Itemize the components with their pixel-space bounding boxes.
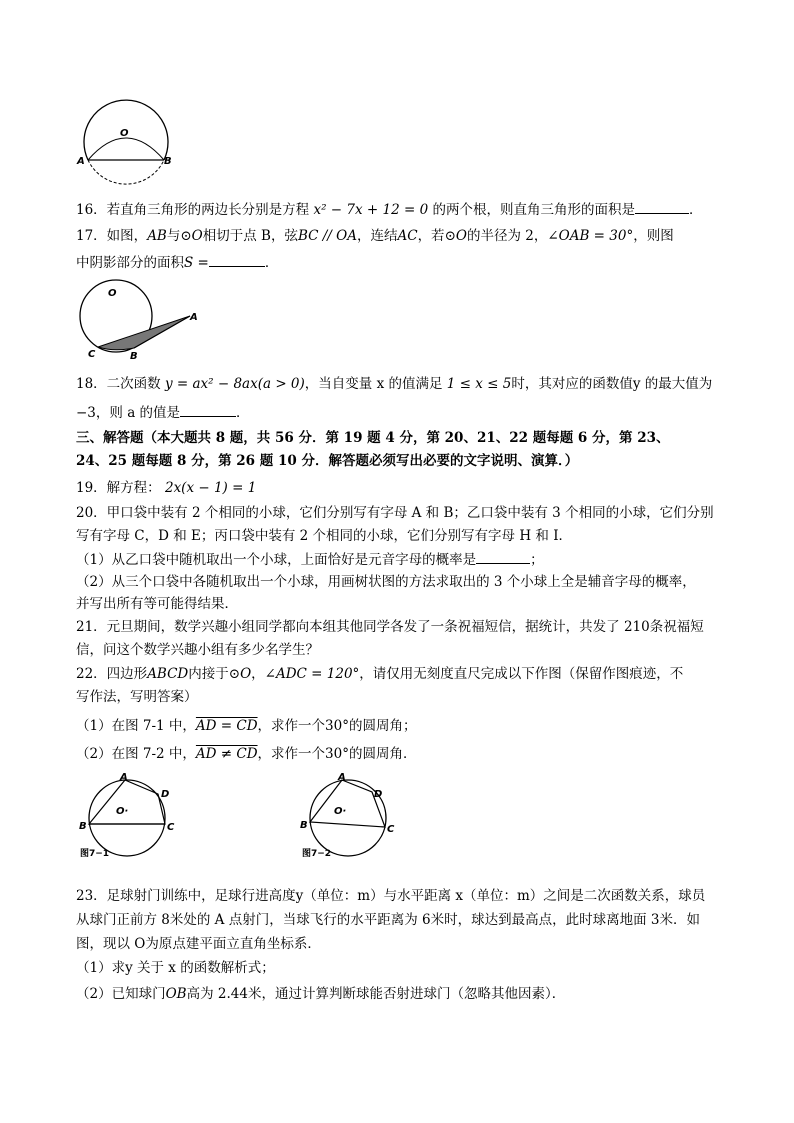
q17-circle-o: ⊙O xyxy=(180,228,203,244)
section-3-header-line-1: 三、解答题（本大题共 8 题，共 56 分．第 19 题 4 分，第 20、21、22 题每题 6 分，第 23、 xyxy=(76,430,670,446)
q18-range: 1 ≤ x ≤ 5 xyxy=(446,376,512,392)
q18-text: ，则 a 的值是 xyxy=(95,405,181,421)
label-b: B xyxy=(300,820,308,831)
label-c: C xyxy=(167,822,175,833)
q18-max-value: −3 xyxy=(76,405,96,421)
q22-text: ， xyxy=(251,666,265,682)
q22-text: （2）在图 7-2 中， xyxy=(76,746,196,762)
q16-suffix: 的两个根，则直角三角形的面积是 xyxy=(432,202,635,218)
q18-line-2: −3，则 a 的值是 ． xyxy=(76,402,250,423)
label-o: O· xyxy=(116,806,129,817)
q20-line-2: 写有字母 C，D 和 E；丙口袋中装有 2 个相同的小球，它们分别写有字母 H 和 I． xyxy=(76,528,573,544)
q20-part-1 xyxy=(76,549,544,570)
fig7-1-quadrilateral xyxy=(89,780,165,824)
q22-circle-o: ⊙O xyxy=(228,666,252,682)
label-d: D xyxy=(374,789,383,800)
label-c: C xyxy=(88,349,96,360)
q20-part-2-line-2: 并写出所有等可能得结果． xyxy=(76,596,238,612)
label-o: O· xyxy=(334,806,347,817)
q17-angle: ∠OAB = 30° xyxy=(547,228,634,244)
top-circle-figure xyxy=(74,96,184,188)
q23-line-3: 图，现以 O为原点建平面立直角坐标系． xyxy=(76,936,321,952)
q17-circle-o: ⊙O xyxy=(444,228,467,244)
q21-line-1: 21．元旦期间，数学兴趣小组同学都向本组其他同学各发了一条祝福短信，据统计，共发了 210条祝福短 xyxy=(76,619,704,635)
label-a: A xyxy=(120,772,128,783)
q17-text: 17．如图， xyxy=(76,228,148,244)
q17-text: 中阴影部分的面积 xyxy=(76,255,184,271)
q18-line-1 xyxy=(76,374,712,394)
q22-part-2 xyxy=(76,744,416,764)
q17-parallel: BC // OA xyxy=(297,228,357,244)
q22-text: ，求作一个 xyxy=(257,746,326,762)
label-a: A xyxy=(338,772,346,783)
q17-text: 与 xyxy=(166,228,181,244)
q23-line-2: 从球门正前方 8米处的 A 点射门，当球飞行的水平距离为 6米时，球达到最高点，此时球离地面 3米．如 xyxy=(76,912,700,928)
q16-prefix: 16．若直角三角形的两边长分别是方程 xyxy=(76,202,310,218)
q20-part-1-end: ； xyxy=(530,552,544,568)
q22-text: 22．四边形 xyxy=(76,666,148,682)
fig7-2-caption: 图7−2 xyxy=(302,849,332,859)
q17-text: ，则图 xyxy=(633,228,674,244)
q17-line-1 xyxy=(76,226,674,246)
label-o: O xyxy=(108,288,117,299)
q22-quadrilateral: ABCD xyxy=(147,666,189,682)
fig7-1-circle xyxy=(89,780,165,856)
q18-text: 时，其对应的函数值y 的最大值为 xyxy=(511,376,713,392)
q22-text: （1）在图 7-1 中， xyxy=(76,718,196,734)
q17-line-2: 中阴影部分的面积S = ． xyxy=(76,252,278,273)
label-a: A xyxy=(77,156,85,167)
q17-text: ，连结 xyxy=(356,228,398,244)
label-d: D xyxy=(161,789,170,800)
q22-arc-equal: AD = CD xyxy=(195,718,258,734)
q19-equation: 2x(x − 1) = 1 xyxy=(164,480,257,496)
q16-equation: x² − 7x + 12 = 0 xyxy=(313,202,429,218)
q22-text: 的圆周角； xyxy=(348,718,417,734)
q17-ab: AB xyxy=(147,228,167,244)
q23-text: （2）已知球门 xyxy=(76,986,166,1002)
q17-ac: AC xyxy=(397,228,418,244)
q22-text: 内接于 xyxy=(188,666,229,682)
q23-line-1: 23．足球射门训练中，足球行进高度y（单位：m）与水平距离 x（单位：m）之间是二次函数关系，球员 xyxy=(76,888,706,904)
q22-arc-unequal: AD ≠ CD xyxy=(195,746,258,762)
q23-part-2 xyxy=(76,984,565,1004)
inner-arc xyxy=(88,138,164,160)
label-o: O xyxy=(120,128,129,139)
q20-part-1-text: （1）从乙口袋中随机取出一个小球，上面恰好是元音字母的概率是 xyxy=(76,552,477,568)
q22-degree: 30° xyxy=(325,718,349,734)
q22-text: ，请仅用无刻度直尺完成以下作图（保留作图痕迹，不 xyxy=(359,666,684,682)
q21-line-2: 信，问这个数学兴趣小组有多少名学生？ xyxy=(76,642,319,658)
q19-line xyxy=(76,478,256,498)
q17-text: 的半径为 2， xyxy=(466,228,548,244)
figure-7-1 xyxy=(76,772,186,860)
label-b: B xyxy=(130,351,138,360)
q22-angle: ∠ADC = 120° xyxy=(264,666,360,682)
q23-text: 高为 2.44米，通过计算判断球能否射进球门（忽略其他因素）． xyxy=(186,986,566,1002)
q22-part-1 xyxy=(76,716,416,736)
q20-part-2-line-1: （2）从三个口袋中各随机取出一个小球，用画树状图的方法求取出的 3 个小球上全是辅音字母的概率， xyxy=(76,574,696,590)
fig7-1-caption: 图7−1 xyxy=(80,849,110,859)
label-a: A xyxy=(190,312,198,323)
q20-answer-blank[interactable] xyxy=(476,549,530,564)
section-3-header-line-2: 24、25 题每题 8 分，第 26 题 10 分．解答题必须写出必要的文字说明、演算．） xyxy=(76,453,579,469)
q17-area-symbol: S = xyxy=(184,255,209,271)
q17-text: 相切于点 B，弦 xyxy=(202,228,298,244)
q23-goal-ob: OB xyxy=(165,986,187,1002)
q22-degree: 30° xyxy=(325,746,349,762)
q22-text: ，求作一个 xyxy=(257,718,326,734)
q23-part-1: （1）求y 关于 x 的函数解析式； xyxy=(76,960,275,976)
q17-text: ，若 xyxy=(417,228,445,244)
q20-line-1: 20．甲口袋中装有 2 个相同的小球，它们分别写有字母 A 和 B；乙口袋中装有 3 个相同的小球，它们分别 xyxy=(76,505,714,521)
fig7-2-quadrilateral xyxy=(310,780,385,827)
q17-figure xyxy=(74,276,204,360)
q18-text: 18．二次函数 xyxy=(76,376,161,392)
label-c: C xyxy=(387,824,395,835)
q18-function: y = ax² − 8ax(a > 0) xyxy=(164,376,305,392)
label-b: B xyxy=(164,156,172,167)
q17-answer-blank[interactable] xyxy=(209,252,265,267)
figure-7-2 xyxy=(298,772,408,860)
q18-answer-blank[interactable] xyxy=(180,402,236,417)
circle-arc-dashed xyxy=(88,160,164,184)
q16-line: 16．若直角三角形的两边长分别是方程 x² − 7x + 12 = 0 的两个根，则直角三角形的面积是 ． xyxy=(76,199,702,220)
q17-shaded-region xyxy=(98,316,190,350)
label-b: B xyxy=(79,821,87,832)
q22-line-1 xyxy=(76,664,683,684)
q22-text: 的圆周角． xyxy=(348,746,417,762)
q22-line-2: 写作法，写明答案） xyxy=(76,689,198,705)
q16-answer-blank[interactable] xyxy=(635,199,689,214)
q19-label: 19．解方程： xyxy=(76,480,161,496)
q18-text: ，当自变量 x 的值满足 xyxy=(304,376,443,392)
